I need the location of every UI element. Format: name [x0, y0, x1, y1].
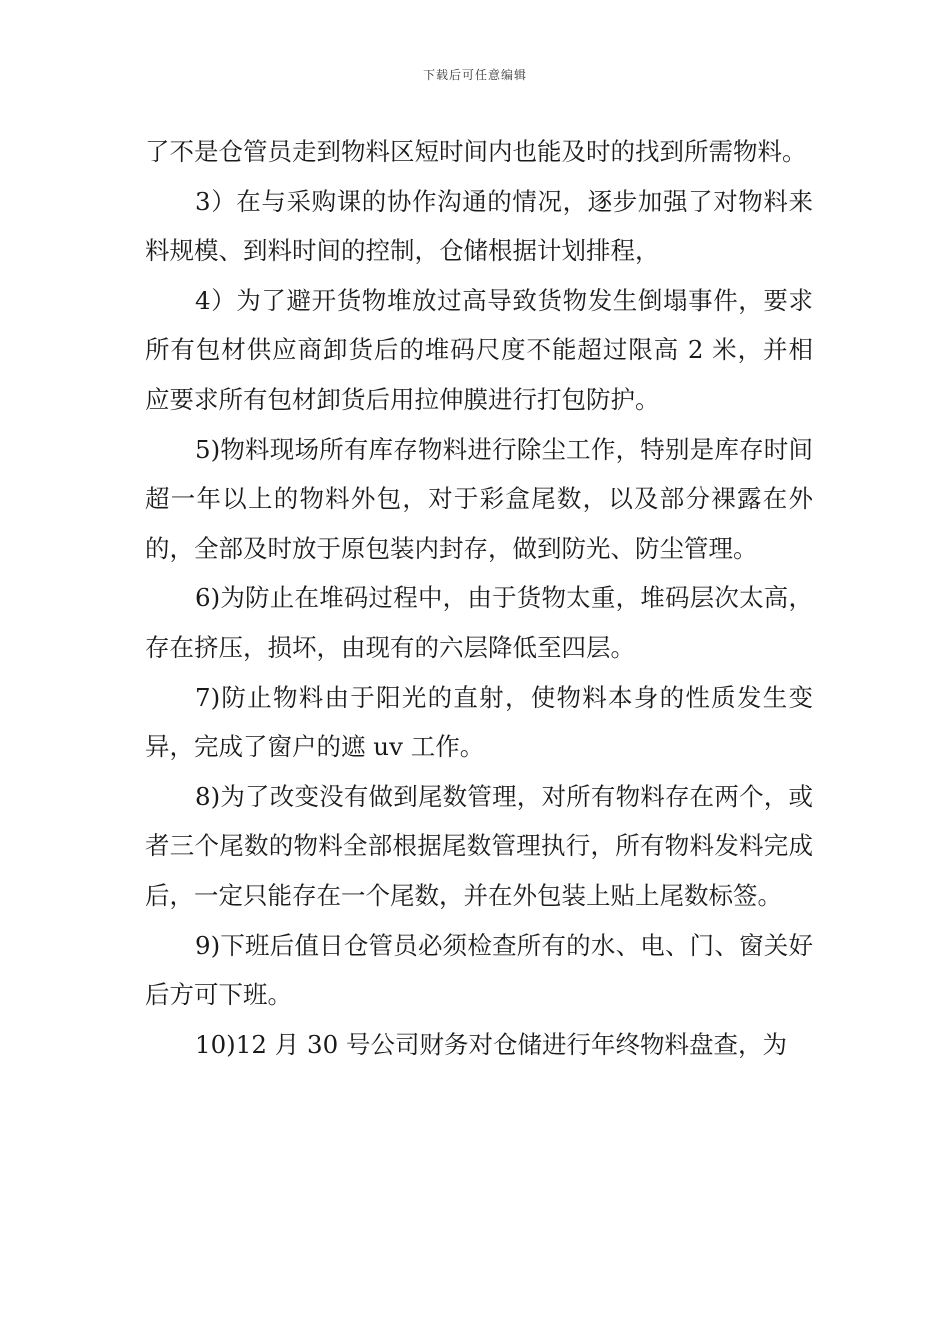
- paragraph-continuation: 了不是仓管员走到物料区短时间内也能及时的找到所需物料。: [145, 137, 807, 166]
- paragraph-item-9: 9)下班后值日仓管员必须检查所有的水、电、门、窗关好后方可下班。: [145, 930, 813, 1010]
- paragraph-item-6: 6)为防止在堆码过程中，由于货物太重，堆码层次太高，存在挤压，损坏，由现有的六层降低至四层。: [145, 583, 813, 662]
- paragraph-item-3: 3）在与采购课的协作沟通的情况，逐步加强了对物料来料规模、到料时间的控制，仓储根据计划排程，: [145, 186, 813, 266]
- paragraph-item-8: 8)为了改变没有做到尾数管理，对所有物料存在两个，或者三个尾数的物料全部根据尾数管理执行，所有物料发料完成后，一定只能存在一个尾数，并在外包装上贴上尾数标签。: [145, 781, 813, 910]
- paragraph-item-4: 4）为了避开货物堆放过高导致货物发生倒塌事件，要求所有包材供应商卸货后的堆码尺度不能超过限高 2 米，并相应要求所有包材卸货后用拉伸膜进行打包防护。: [145, 285, 813, 414]
- paragraph-item-7: 7)防止物料由于阳光的直射，使物料本身的性质发生变异，完成了窗户的遮 uv 工作。: [145, 682, 813, 762]
- page-header: 下载后可任意编辑: [422, 68, 527, 82]
- paragraph-item-5: 5)物料现场所有库存物料进行除尘工作，特别是库存时间超一年以上的物料外包，对于彩盒尾数，以及部分裸露在外的，全部及时放于原包装内封存，做到防光、防尘管理。: [145, 434, 813, 563]
- document-body: [145, 127, 813, 1069]
- paragraph-item-10: 10)12 月 30 号公司财务对仓储进行年终物料盘查，为: [195, 1029, 787, 1059]
